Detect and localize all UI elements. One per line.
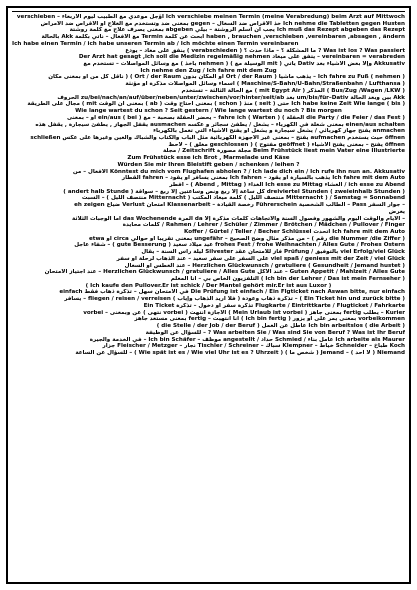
text-line: ( die Party / die Feier / das Fest الحفلة ) fahre ich ( Warten ) – يحضر الحفلة بصحبة – مع ( bei ) ein/aus أو – بمعنى — [66, 114, 405, 121]
text-line: ( Ein Ticket hin und zurück bitte ) – تذكرة ذهاب وعودة ( فلا أريد الذهاب وإياب ) fliegen / reisen / verreisen – يسافر — [64, 296, 405, 303]
text-line: Ich arbeite als Maurer عامل بناء / Schmied حداد / angestellt موظف – Ich bin Schäfer – في الخدمة والجيرة — [89, 336, 405, 343]
text-line: Was arbeiten Sie / Was sind Sie von Beruf ? Was ist Ihr Beruf ? – للسؤال عن الوظيفة — [145, 329, 405, 336]
text-line: ( Bus/Zug /Wagen /LKW ) المذكر ( mit Egypt Air ) مع الحالة الثالثة – تستخدم — [181, 87, 405, 94]
text-line: Niemand ( لا أحد ) – Jemand ( شخص ما ) ( Wie spät ist es / Wie viel Uhr ist es ? Uhrzeit ) – للسؤال عن الساعة — [75, 349, 405, 356]
text-line: frohes Fest / frohe Weihnachten / Alles Gute / Frohes Ostern عيد ميلاد سعيد ( gute Besserung ) – شفاء عاجل — [74, 242, 405, 249]
text-line: Würden Sie mir Ihren Bleistift geben / schenken / leihen ? — [117, 161, 300, 168]
text-line: – جوار السفر Pass – الطالب الشخصية Führerschein رخصة القيادة – Klassenarbeit امتحان Verlust ضياع eh zeigen — [74, 202, 405, 209]
text-line: viel spaß / geniess mit der Zeit / viel Glück على السفر على سفر سعيد – عند الذهاب لرحلة أو سفر — [116, 255, 405, 262]
text-line: Akkusativ وإلا بعض الأشياء بعد Dativ يأتي ( mit الوسيلة مع ) ( nehmen يأخذ ) مع وسائل المواصلات – تستخدم مع — [83, 61, 405, 68]
text-line: Samstag = Sonnabend / ( Mitternacht منتصف الليل ) كلمة ميعاد المكتب ( Mitternacht منتصف الليل ) – السبت — [81, 195, 405, 202]
text-line: Könntest du mich vom Flughafen abholen ? / Ich lade dich ein / Ich rufe ihn nun an. Akkusativ الأفعال – من — [72, 168, 405, 175]
text-line: Flugkarte / Eintrittkarte / Flugticket / Fahrkarte تذكرة سفر أو دخول – تذكرة Ein Ticket — [143, 302, 405, 309]
text-line: Ich fahre zu Fuß ( nehmen ) – يذهب ماشيا ( Ort / der Raum أو المكان بدون Ort / der Raum ) ( ناقل كل من أو بمعنى مكان — [48, 74, 405, 81]
text-line: Koch طباخ – Schneider خياط – Klempner سباك – Tischler / Schreiner نجار – Fleischer / Metzger جزار — [102, 343, 405, 350]
text-line: anmachen يفتح جهاز كهربائي / يشعل سيجارة و يشعل أو يفتح الأشياء التي تعمل بالكهرباء — [153, 128, 405, 135]
text-line: öffnen يفتح – بمعنى يفتح الأشياء ( geöffnet مفتوح ) ( geschlossen مغلق ) – لاحظ — [168, 141, 405, 148]
text-line: viel Erfolg/viel Glück بالتوفيق / Prüfung فاز للامتحان عقد Silvester ليلة رأس السنة – يقال — [141, 249, 405, 256]
text-line: ( Ich kaufe den Pullover.Er ist schick / Der Mantel gehört mir.Er ist aus Luxor ) — [85, 282, 332, 289]
text-line: ( Maschine/S-Bahn/U-Bahn/Straßenbahn / Lufthansa ) أسماء وسائل المواصلات مذكرة أو مؤنثة — [125, 81, 405, 88]
top-rule — [12, 11, 405, 12]
text-line: Ich habe keine Zeit Wie lange ( bis ) حتى ( seit ) منذ ( schon ) بمعنى أحتاج وقت ( ab ) بمعنى أن الوقت mit ) مجال على الطريقة — [27, 101, 405, 108]
text-line: dreiviertel Stunden ( zweieinhalb Stunden ) كل ساعة إلا ربع ونص وساعتين إلا ربع – سواقة ( andert halb Stunde ) — [63, 188, 405, 195]
text-line: Ich bin arbeitslos ( die Arbeit ) عاطل عن العمل ( die Stelle / der Job / der Beruf ) — [156, 323, 405, 330]
text-line: – الأيام والوقت اليوم والشهور وفصول السنة والاتجاهات كلمات مذكرة إلا da المرة das Wochenende أما الوجبات الثلاثة — [71, 215, 405, 222]
text-line: Akk بين وبعد الحالة um/bis/für–Dativ بعد zu/bei/nach/an/auf/über/neben/unter/zwischen/vor/hinter/seit/ab الحروف — [57, 94, 405, 101]
text-lines — [12, 14, 405, 357]
text-line: Kurier – يطلب fertig بمعنى جاهز ( Mein Urlaub ist vorbei ) الأجازة انتهت ( vorbei نتهى ) عن وبمعنى – vorbei — [83, 309, 405, 316]
text-line: Guten Appetit / Mahlzeit / Alles Gute – عند الأكل Herzlichen Glückwunsch / gratuliere / Alles Gute – عند اجتياز الامتحان — [44, 269, 405, 276]
text-line: ( Ich bin der Lehrer / Das ist mein Fernseher ) التلفزيون الخاص بي – أنا المعلم — [170, 276, 405, 283]
text-line: Rahmen / Lehrer / Schüler / Zimmer / Brötchen / Mädchen / Pullover / Finger / كلمات محايدة — [122, 222, 405, 229]
text-line: Ich nehme die Tabletten gegen Husten خذ الأقراص ضد السعال – gegen بمعنى ضد وتستخدم مع العلاج أو الأقراص ضد الأمراض — [40, 20, 405, 27]
text-line: ( die Nummer /die Ziffer رقم ) – من مذكر مثال وضح الصحيح – ungefähr بمعنى تقريبا أو حوالي circa أو etwa — [89, 235, 405, 242]
text-line: ich esse zu Abend / العشاء Ich esse zu Mittag الغداء ( Abend , Mittag ) – أفطر — [169, 181, 405, 188]
text-line: Wie lange wartest du schon ? Seit gestern / Wie lange wartest du noch ? Bis morgen — [75, 108, 342, 115]
text-line: vorbeikommen بمعنى يمر على أو يزور ( Ich bin fertig ) أنا انتهيت – fertig بمعنى مستعد جاهز — [134, 316, 405, 323]
text-line: Die Prüfung ist einfach / Ein Flgticket nach Aswan bitte, nur einfach في الامتحان سهل – تذكرة ذهاب فقط einfach — [59, 289, 405, 296]
text-line: einen/aus schalten بمعنى شعلة في الكهرباء – يشغل / يطفئ سجائر و عكسه ausmachen يقفل الجهاز , يطفئ سيجارة , يقفل هذه — [35, 121, 405, 128]
text-line: Ich muß das Rezept abgeben das Rezept يجب أن أسلم الروشتة – بيلي abgeben بمعنى يصرف علاج مع كلمة روشتة — [69, 27, 405, 34]
text-line: Zum Frühstück esse ich Brot , Marmelade und Käse — [127, 155, 290, 162]
text-line: Ich fahre mit dem Auto يذهب بالسيارة أو يقود – Ich fahren بمعنى يسافر أو يقود – fahren القطار — [121, 175, 405, 182]
text-line: Ich nehme den Zug / Ich fahre mit dem Zug — [140, 67, 277, 74]
text-line: Ich fahre mit dem Auto أتحدث Koffer / Gürtel / Teller / Becher Schlüssel — [184, 229, 405, 235]
text-line: öffnen حيث يستخدم aufmachen يفتح – بمعنى غير الأجهزة الكهربائية مثل الباب والكتاب والشباك والعين وغيرها على عكس schließen — [30, 134, 405, 141]
text-line: Ich verschiebe meinen Termin (meine Verabredung) beim Arzt auf Mittwoch أؤجل موعدي مع الطبيب ليوم الأربعاء – verschieben — [16, 14, 405, 20]
text-line: Beim Frühstück liest mein Vater eine Illustrierte مجلة مصورة Zeitschrift / مجلة — [163, 148, 405, 155]
text-line: Ich habe einen Termin / ich habe unseren Termin ab / Ich möchte einen Termin vereinbaren — [12, 40, 299, 47]
document-page — [6, 6, 411, 584]
text-line: ( Gesundheit / Jemand hustet ) Herzlichen Glückwunsch / gratuliere – عند العطس أو السعال — [124, 262, 405, 269]
text-line: haben , brauchen ,verschieben ,vereinbaren ,absagen , ändern ابحث عن كلمة Termin مع الأفعال – نأتي بكلمة Akk بالحالة — [41, 34, 405, 41]
text-line: vereinbaren = verabreden – يتفق على ميعاد Der Arzt hat gesagt ,ich soll die Medizin regelmäßig nehmen — [78, 54, 405, 61]
text-line: يعرض — [388, 208, 405, 215]
text-line: Was ist los ? Was passiert ? ما المشكلة ؟ – ماذا حدث ؟ ( verabschieden ) ينفق على معاد – يودع — [125, 47, 405, 54]
